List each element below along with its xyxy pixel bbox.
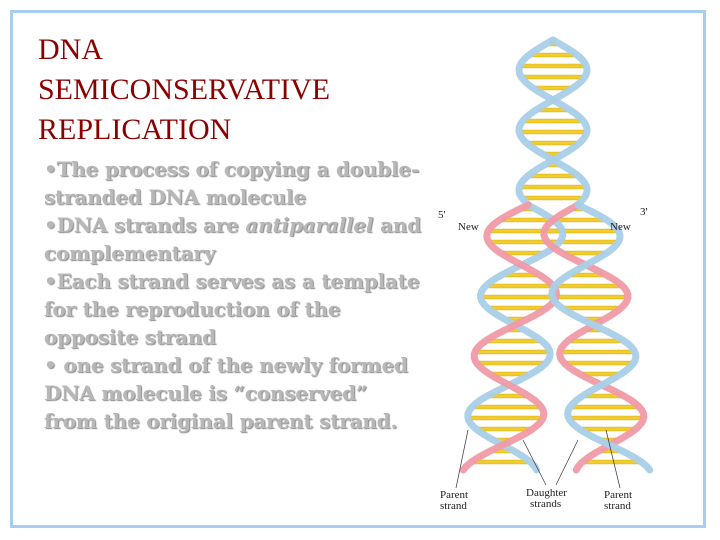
base-pair	[488, 339, 539, 343]
base-pair	[524, 75, 582, 79]
label-daughter-1: Daughter	[526, 487, 567, 499]
slide-title	[38, 30, 438, 150]
base-pair	[563, 350, 632, 354]
pointer-parent-left	[456, 430, 468, 488]
base-pair	[558, 284, 620, 288]
base-pair	[525, 196, 581, 200]
bullet-item: • one strand of the newly formed DNA molecule is “conserved” from the original parent strand.	[44, 353, 408, 433]
base-pair	[567, 361, 630, 365]
base-pair	[571, 339, 622, 343]
base-pair	[547, 229, 615, 233]
label-parent-left-2: strand	[440, 500, 467, 512]
base-pair	[480, 361, 543, 365]
bullet-item: •The process of copying a double-stranded DNA molecule	[44, 157, 420, 209]
base-pair	[522, 185, 583, 189]
base-pair	[471, 416, 540, 420]
title-line-1: DNA	[38, 33, 103, 66]
label-new-right: New	[610, 221, 631, 233]
base-pair	[573, 405, 636, 409]
title-line-2: SEMICONSERVATIVE	[38, 73, 331, 106]
emphasis-antiparallel: antiparallel	[245, 213, 374, 237]
bullet-item: •DNA strands are antiparallel and complementary	[44, 213, 421, 265]
base-pair	[585, 460, 638, 464]
base-pair	[478, 350, 547, 354]
base-pair	[503, 218, 551, 222]
dna-replication-diagram	[428, 30, 683, 520]
label-daughter-2: strands	[530, 498, 562, 510]
base-pair	[531, 174, 576, 178]
base-pair	[484, 295, 554, 299]
base-pair	[565, 306, 618, 310]
bullet-item: •Each strand serves as a template for the reproduction of the opposite strand	[44, 269, 420, 349]
base-pair	[475, 405, 538, 409]
label-parent-right-1: Parent	[604, 489, 633, 501]
label-5prime: 5'	[438, 209, 446, 221]
title-line-3: REPLICATION	[38, 113, 232, 146]
pointer-daughter-right	[556, 440, 578, 485]
base-pair	[523, 64, 584, 68]
base-pair	[582, 427, 633, 431]
base-pair	[491, 306, 544, 310]
base-pair	[526, 119, 581, 123]
label-new-left: New	[458, 221, 479, 233]
bullet-list	[44, 155, 424, 435]
base-pair	[474, 460, 527, 464]
base-pair	[572, 416, 641, 420]
base-pair	[556, 218, 604, 222]
label-parent-right-2: strand	[604, 500, 631, 512]
base-pair	[530, 141, 577, 145]
base-pair	[522, 130, 584, 134]
base-pair	[489, 284, 551, 288]
label-parent-left-1: Parent	[440, 489, 469, 501]
base-pair	[532, 53, 574, 57]
base-pair	[555, 295, 625, 299]
label-3prime: 3'	[640, 206, 648, 218]
base-pair	[479, 427, 529, 431]
